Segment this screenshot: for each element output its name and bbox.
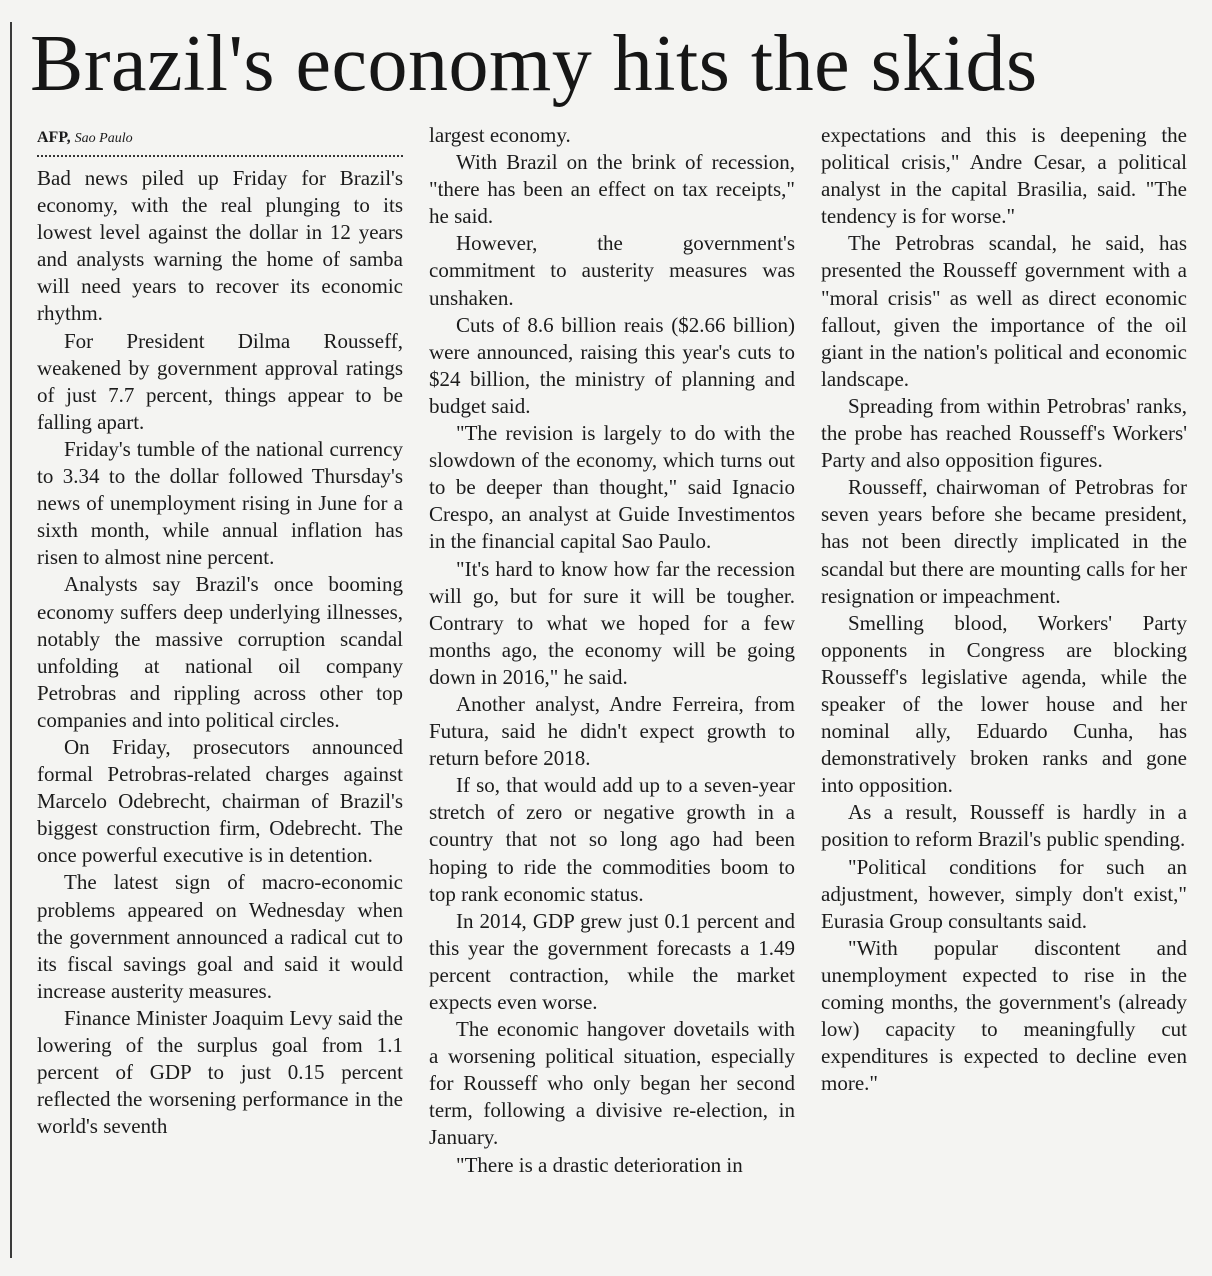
article-column-2 [429, 122, 795, 1262]
paragraph: In 2014, GDP grew just 0.1 percent and this year the government forecasts a 1.49 percent contraction, while the market expects even worse. [429, 908, 795, 1014]
paragraph: Smelling blood, Workers' Party opponents in Congress are blocking Rousseff's legislative agenda, while the speaker of the lower house and her nominal ally, Eduardo Cunha, has demonstratively broken ranks and gone into opposition. [821, 610, 1187, 798]
article-column-1 [37, 126, 403, 1266]
news-agency: AFP, [37, 129, 71, 146]
paragraph: If so, that would add up to a seven-year stretch of zero or negative growth in a country that not so long ago had been hoping to ride the commodities boom to top rank economic status. [429, 773, 795, 906]
paragraph: Friday's tumble of the national currency to 3.34 to the dollar followed Thursday's news of unemployment rising in June for a sixth month, while annual inflation has risen to almost nine percent. [37, 436, 403, 570]
paragraph: The Petrobras scandal, he said, has presented the Rousseff government with a "moral crisis" as well as direct economic fallout, given the importance of the oil giant in the nation's political and economic landscape. [821, 231, 1187, 391]
paragraph: "With popular discontent and unemployment expected to rise in the coming months, the government's (already low) capacity to meaningfully cut expenditures is expected to decline even more." [821, 935, 1187, 1096]
paragraph: The economic hangover dovetails with a worsening political situation, especially for Rousseff who only began her second term, following a divisive re-election, in January. [429, 1017, 795, 1150]
paragraph: Spreading from within Petrobras' ranks, the probe has reached Rousseff's Workers' Party and also opposition figures. [821, 393, 1187, 473]
paragraph: Another analyst, Andre Ferreira, from Futura, said he didn't expect growth to return before 2018. [429, 691, 795, 771]
paragraph: The latest sign of macro-economic problems appeared on Wednesday when the government announced a radical cut to its fiscal savings goal and said it would increase austerity measures. [37, 870, 403, 1003]
headline: Brazil's economy hits the skids [30, 20, 1038, 108]
column-rule [10, 22, 12, 1258]
paragraph: largest economy. [429, 123, 571, 147]
article-column-3 [821, 122, 1187, 1262]
paragraph: However, the government's commitment to austerity measures was unshaken. [429, 231, 795, 310]
paragraph: As a result, Rousseff is hardly in a position to reform Brazil's public spending. [821, 800, 1187, 852]
paragraph: Analysts say Brazil's once booming economy suffers deep underlying illnesses, notably the massive corruption scandal unfolding at national oil company Petrobras and rippling across other top companies and into political circles. [37, 572, 403, 732]
paragraph: Finance Minister Joaquim Levy said the lowering of the surplus goal from 1.1 percent of GDP to just 0.15 percent reflected the worsening performance in the world's seventh [37, 1005, 403, 1139]
paragraph: Bad news piled up Friday for Brazil's economy, with the real plunging to its lowest level against the dollar in 12 years and analysts warning the home of samba will need years to recover its economic rhythm. [37, 166, 403, 326]
dateline-place: Sao Paulo [74, 131, 133, 146]
paragraph: "The revision is largely to do with the slowdown of the economy, which turns out to be deeper than thought," said Ignacio Crespo, an analyst at Guide Investimentos in the financial capital Sao Paulo. [429, 421, 795, 554]
paragraph: Cuts of 8.6 billion reais ($2.66 billion) were announced, raising this year's cuts to $24 billion, the ministry of planning and budget said. [429, 312, 795, 418]
dateline [37, 126, 403, 151]
paragraph: expectations and this is deepening the political crisis," Andre Cesar, a political analyst in the capital Brasilia, said. "The tendency is for worse." [821, 123, 1187, 229]
paragraph: "There is a drastic deterioration in [456, 1152, 743, 1177]
paragraph: Rousseff, chairwoman of Petrobras for seven years before she became president, has not been directly implicated in the scandal but there are mounting calls for her resignation or impeachment. [821, 475, 1187, 608]
paragraph: "Political conditions for such an adjustment, however, simply don't exist," Eurasia Group consultants said. [821, 854, 1187, 933]
paragraph: For President Dilma Rousseff, weakened by government approval ratings of just 7.7 percent, things appear to be falling apart. [37, 328, 403, 434]
paragraph: On Friday, prosecutors announced formal Petrobras-related charges against Marcelo Odebrecht, chairman of Brazil's biggest construction firm, Odebrecht. The once powerful executive is in detention. [37, 734, 403, 868]
paragraph: With Brazil on the brink of recession, "there has been an effect on tax receipts," he said. [429, 150, 795, 229]
dotted-divider [37, 155, 403, 157]
paragraph: "It's hard to know how far the recession will go, but for sure it will be tougher. Contrary to what we hoped for a few months ago, the economy will be going down in 2016," he said. [429, 556, 795, 689]
